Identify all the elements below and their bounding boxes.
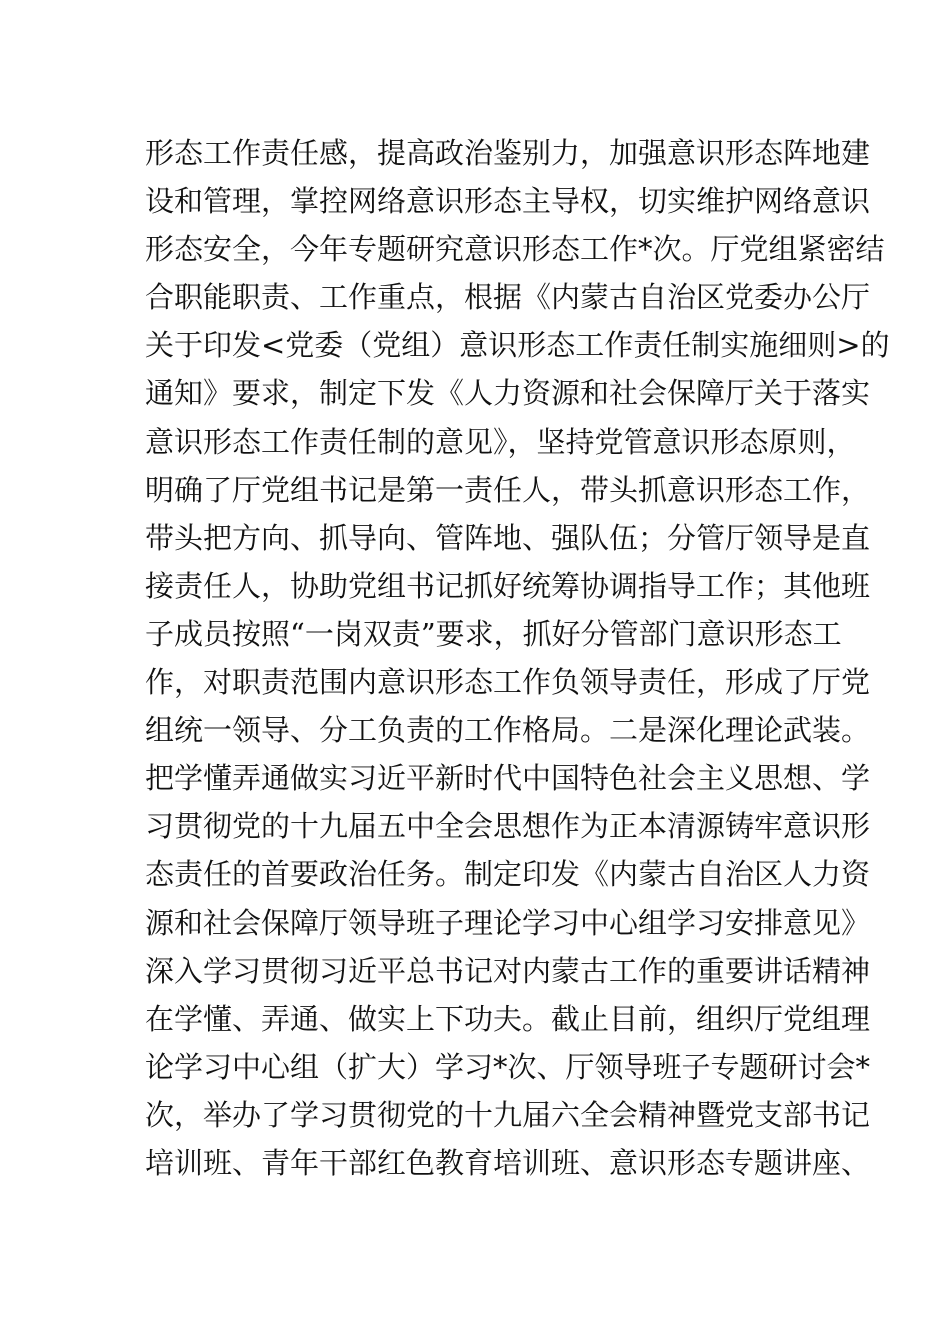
text-line: 作，对职责范围内意识形态工作负领导责任，形成了厅党 — [145, 665, 871, 700]
text-line: 形态安全，今年专题研究意识形态工作*次。厅党组紧密结 — [145, 232, 885, 267]
text-line: 态责任的首要政治任务。制定印发《内蒙古自治区人力资 — [145, 857, 871, 892]
text-line: 在学懂、弄通、做实上下功夫。截止目前，组织厅党组理 — [145, 1001, 871, 1036]
text-line: 关于印发<党委（党组）意识形态工作责任制实施细则>的 — [145, 328, 890, 363]
text-line: 深入学习贯彻习近平总书记对内蒙古工作的重要讲话精神 — [145, 953, 871, 988]
text-line: 组统一领导、分工负责的工作格局。二是深化理论武装。 — [145, 713, 871, 748]
text-line: 形态工作责任感，提高政治鉴别力，加强意识形态阵地建 — [145, 136, 871, 170]
text-line: 接责任人，协助党组书记抓好统筹协调指导工作；其他班 — [145, 568, 871, 603]
text-line: 通知》要求，制定下发《人力资源和社会保障厅关于落实 — [145, 376, 871, 411]
text-line: 次，举办了学习贯彻党的十九届六全会精神暨党支部书记 — [145, 1097, 871, 1132]
text-line: 带头把方向、抓导向、管阵地、强队伍；分管厅领导是直 — [145, 520, 871, 555]
text-line: 意识形态工作责任制的意见》，坚持党管意识形态原则， — [145, 424, 856, 459]
text-line: 培训班、青年干部红色教育培训班、意识形态专题讲座、 — [145, 1145, 871, 1180]
text-line: 设和管理，掌控网络意识形态主导权，切实维护网络意识 — [145, 184, 871, 219]
text-line: 子成员按照“一岗双责”要求，抓好分管部门意识形态工 — [145, 616, 842, 651]
text-line: 论学习中心组（扩大）学习*次、厅领导班子专题研讨会* — [145, 1049, 871, 1084]
text-line: 习贯彻党的十九届五中全会思想作为正本清源铸牢意识形 — [145, 809, 871, 844]
text-line: 明确了厅党组书记是第一责任人，带头抓意识形态工作， — [145, 472, 871, 507]
body-text — [145, 129, 890, 1187]
text-line: 合职能职责、工作重点，根据《内蒙古自治区党委办公厅 — [145, 280, 871, 315]
text-line: 把学懂弄通做实习近平新时代中国特色社会主义思想、学 — [145, 761, 871, 796]
text-line: 源和社会保障厅领导班子理论学习中心组学习安排意见》 — [145, 905, 871, 940]
